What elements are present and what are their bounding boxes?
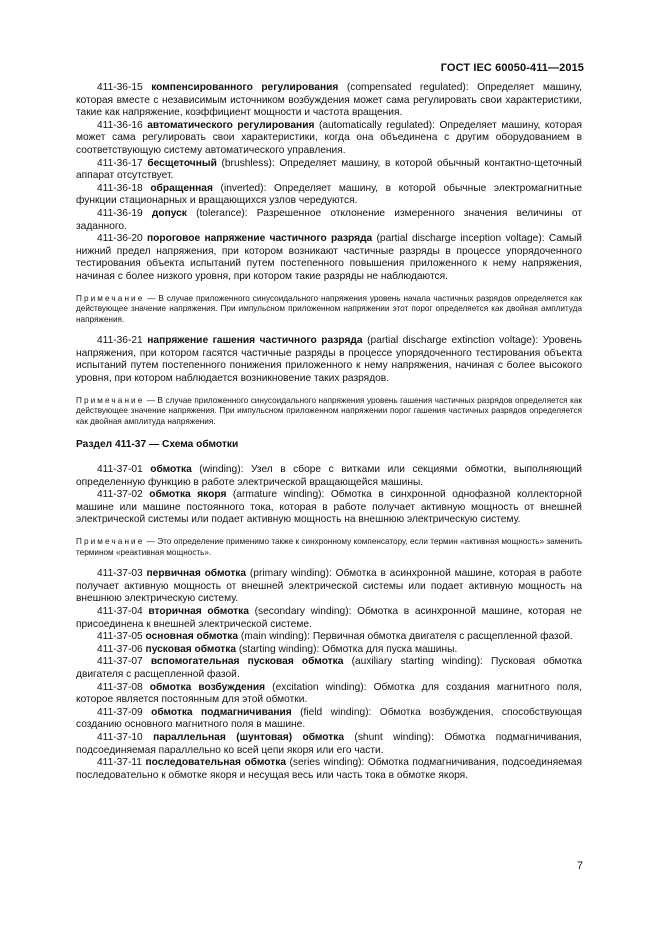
term: обмотка возбуждения [149, 681, 266, 693]
entries-block-d [76, 568, 582, 782]
entries-block-a [76, 82, 582, 284]
term-entry: 411-36-19 допуск (tolerance): Разрешенное отклонение измеренного значения величины от заданного. [76, 207, 582, 232]
section-heading: Раздел 411-37 — Схема обмотки [76, 439, 239, 451]
term: обмотка подмагничивания [151, 706, 292, 718]
term-entry: 411-37-03 первичная обмотка (primary winding): Обмотка в асинхронной машине, которая в работе получает активную мощность от внешней электрической системы или подает активную мощность на внешнюю электрическую систему. [76, 568, 582, 605]
note-2: Примечание — В случае приложенного синусоидального напряжения уровень гашения частичных разрядов определяется как действующее значение напряжения. При импульсном приложенном напряжении порог гашения частичных разрядов определяется как двойная амплитуда напряжения. [76, 395, 582, 426]
term-entry: 411-36-16 автоматического регулирования (automatically regulated): Определяет машину, которая может сама регулировать свои характеристики, когда она объединена с другим оборудованием в соответствующую систему автоматического управления. [76, 119, 582, 156]
term: первичная обмотка [146, 568, 247, 580]
term: напряжение гашения частичного разряда [147, 335, 363, 347]
term: основная обмотка [145, 631, 239, 643]
term-entry: 411-37-05 основная обмотка (main winding): Первичная обмотка двигателя с расщепленной фазой. [97, 631, 573, 643]
document-header: ГОСТ IEC 60050-411—2015 [440, 62, 584, 74]
note-1: Примечание — В случае приложенного синусоидального напряжения уровень начала частичных разрядов определяется как действующее значение напряжения. При импульсном приложенном напряжении этот порог определяется как двойная амплитуда напряжения. [76, 293, 582, 324]
page-number: 7 [576, 860, 583, 872]
term-entry: 411-36-15 компенсированного регулирования (compensated regulated): Определяет машину, которая вместе с независимым источником возбуждения может сама регулировать свои характеристики, такие как напряжение, коэффициент мощности и частота вращения. [76, 82, 582, 119]
term: обмотка [150, 464, 192, 476]
term: последовательная обмотка [145, 757, 287, 769]
term-entry: 411-37-08 обмотка возбуждения (excitation winding): Обмотка для создания магнитного поля, которое является постоянным для этой обмотки. [76, 681, 583, 706]
term-entry: 411-37-04 вторичная обмотка (secondary winding): Обмотка в асинхронной машине, которая не присоединена к внешней электрической системе. [76, 605, 582, 630]
term: пороговое напряжение частичного разряда [147, 233, 373, 245]
term-entry: 411-37-02 обмотка якоря (armature winding): Обмотка в синхронной однофазной коллекторной машине или машине постоянного тока, которая в работе получает активную мощность от внешней электрической системы или подает активную мощность на внешнюю электрическую систему. [76, 489, 582, 526]
term-entry: 411-36-18 обращенная (inverted): Определяет машину, в которой обычные электромагнитные функции стационарных и вращающихся узлов чередуются. [76, 182, 582, 207]
term: вторичная обмотка [148, 605, 249, 617]
term: допуск [151, 207, 187, 219]
term-entry: 411-37-01 обмотка (winding): Узел в сборе с витками или секциями обмотки, выполняющий определенную функцию в работе электрической вращающейся машины. [76, 464, 582, 488]
term-entry: 411-36-20 пороговое напряжение частичного разряда (partial discharge inception voltage): Самый нижний предел напряжения, при котором возникают частичные разряды в процессе упорядоченного тестирования объекта испытаний путем постепенного повышения приложенного к нему напряжения, начиная с более низкого уровня, при котором такие разряды не наблюдаются. [76, 233, 582, 282]
term-entry: 411-37-10 параллельная (шунтовая) обмотка (shunt winding): Обмотка подмагничивания, подсоединяемая параллельно ко всей цепи якоря или его части. [76, 731, 582, 756]
term: параллельная (шунтовая) обмотка [153, 731, 345, 743]
term: автоматического регулирования [147, 119, 315, 131]
term-entry: 411-37-06 пусковая обмотка (starting winding): Обмотка для пуска машины. [97, 643, 458, 655]
term: компенсированного регулирования [151, 82, 339, 93]
term: вспомогательная пусковая обмотка [150, 656, 344, 668]
document-body [76, 82, 582, 782]
term-entry: 411-36-17 бесщеточный (brushless): Определяет машину, в которой обычный контактно-щеточный аппарат отсутствует. [76, 157, 582, 182]
term-entry: 411-37-11 последовательная обмотка (series winding): Обмотка подмагничивания, подсоединяемая последовательно к обмотке якоря и несущая весь или часть тока в обмотке якоря. [76, 757, 582, 781]
term-entry: 411-37-07 вспомогательная пусковая обмотка (auxiliary starting winding): Пусковая обмотка двигателя с расщепленной фазой. [76, 656, 582, 680]
term: бесщеточный [147, 157, 217, 169]
term: обращенная [150, 182, 213, 194]
entries-block-c [76, 464, 582, 527]
term: пусковая обмотка [145, 643, 237, 655]
term-entry: 411-37-09 обмотка подмагничивания (field winding): Обмотка возбуждения, способствующая созданию основного магнитного поля в машине. [76, 706, 582, 731]
note-3: Примечание — Это определение применимо также к синхронному компенсатору, если термин «активная мощность» заменить термином «реактивная мощность». [76, 537, 582, 557]
term: обмотка якоря [149, 489, 227, 501]
term-entry: 411-36-21 напряжение гашения частичного разряда (partial discharge extinction voltage): Уровень напряжения, при котором гасятся частичные разряды в процессе упорядоченного тестирования объекта испытаний путем постепенного понижения приложенного к нему напряжения, начиная с более высокого уровня, при котором наблюдается возникновение таких разрядов. [76, 335, 582, 385]
